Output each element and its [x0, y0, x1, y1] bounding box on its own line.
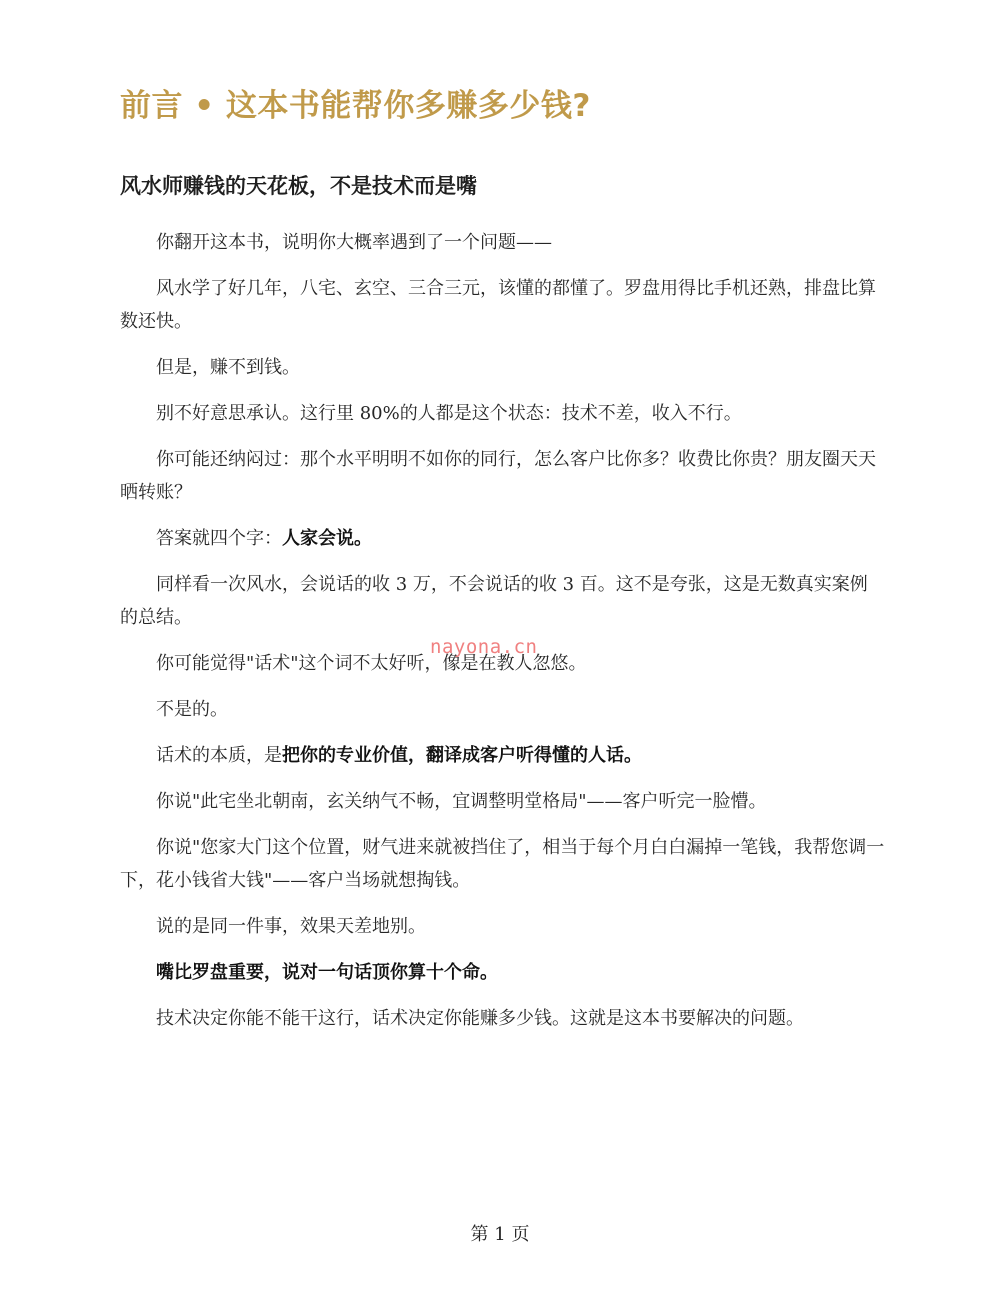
paragraph-text: 说的是同一件事，效果天差地别。	[156, 916, 426, 937]
paragraph-text: 别不好意思承认。这行里 80%的人都是这个状态：技术不差，收入不行。	[156, 403, 742, 424]
paragraph	[120, 739, 885, 772]
paragraph	[120, 443, 885, 509]
paragraph	[120, 910, 885, 943]
paragraph-text: 你翻开这本书，说明你大概率遇到了一个问题——	[156, 232, 552, 253]
paragraph-text: 技术决定你能不能干这行，话术决定你能赚多少钱。这就是这本书要解决的问题。	[156, 1008, 804, 1029]
paragraph-bold-text: 嘴比罗盘重要，说对一句话顶你算十个命。	[156, 962, 498, 983]
paragraph-text: 不是的。	[156, 699, 228, 720]
paragraph	[120, 522, 885, 555]
paragraph-bold-text: 把你的专业价值，翻译成客户听得懂的人话。	[282, 745, 642, 766]
paragraph	[120, 568, 885, 634]
paragraph	[120, 226, 885, 259]
chapter-title: 前言 • 这本书能帮你多赚多少钱?	[120, 88, 591, 124]
paragraph-text: 同样看一次风水，会说话的收 3 万，不会说话的收 3 百。这不是夸张，这是无数真实案例的总结。	[120, 574, 868, 628]
paragraph	[120, 351, 885, 384]
paragraph	[120, 397, 885, 430]
page-number: 第 1 页	[470, 1224, 530, 1245]
paragraph	[120, 956, 885, 989]
paragraph	[120, 272, 885, 338]
paragraph-text: 你说"您家大门这个位置，财气进来就被挡住了，相当于每个月白白漏掉一笔钱，我帮您调一下，花小钱省大钱"——客户当场就想掏钱。	[120, 837, 885, 891]
paragraph	[120, 785, 885, 818]
paragraph	[120, 1002, 885, 1035]
paragraph-text: 但是，赚不到钱。	[156, 357, 300, 378]
paragraph	[120, 831, 885, 897]
paragraph-text: 风水学了好几年，八宅、玄空、三合三元，该懂的都懂了。罗盘用得比手机还熟，排盘比算数还快。	[120, 278, 876, 332]
section-title: 风水师赚钱的天花板，不是技术而是嘴	[120, 174, 477, 198]
paragraph-text: 你可能还纳闷过：那个水平明明不如你的同行，怎么客户比你多？收费比你贵？朋友圈天天晒转账？	[120, 449, 876, 503]
paragraph-bold-text: 人家会说。	[282, 528, 372, 549]
paragraph-text: 话术的本质，是	[156, 745, 282, 766]
paragraph	[120, 693, 885, 726]
paragraph-text: 你可能觉得"话术"这个词不太好听，像是在教人忽悠。	[156, 653, 587, 674]
paragraph-text: 你说"此宅坐北朝南，玄关纳气不畅，宜调整明堂格局"——客户听完一脸懵。	[156, 791, 767, 812]
watermark: nayona.cn	[430, 636, 538, 658]
paragraph-text: 答案就四个字：	[156, 528, 282, 549]
